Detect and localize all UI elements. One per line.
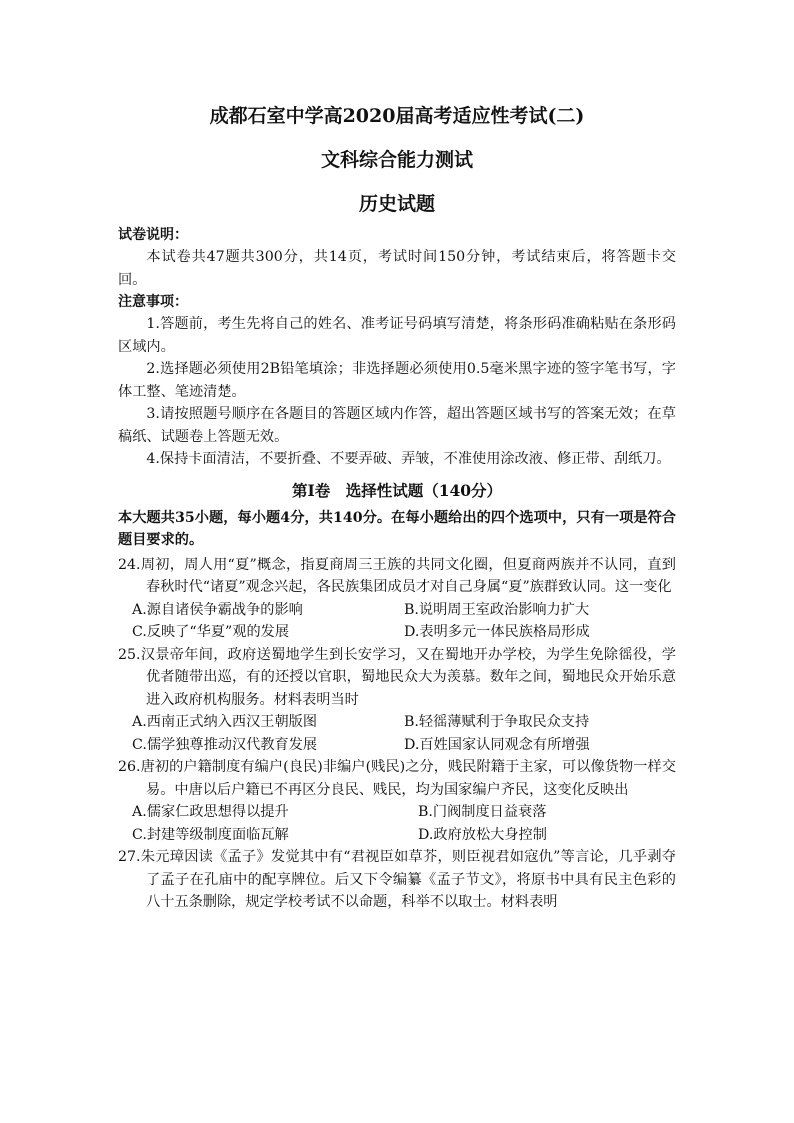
note-item-1: 1.答题前，考生先将自己的姓名、准考证号码填写清楚，将条形码准确粘贴在条形码区域内。 (118, 316, 676, 355)
option-b: B.门阀制度日益衰落 (418, 804, 547, 820)
notes-label: 注意事项： (118, 294, 188, 310)
option-a: A.源自诸侯争霸战争的影响 (132, 601, 303, 618)
note-item-4: 4.保持卡面清洁，不要折叠、不要弄破、弄皱，不准使用涂改液、修正带、刮纸刀。 (146, 451, 671, 467)
note-item-3: 3.请按照题号顺序在各题目的答题区域内作答，超出答题区域书写的答案无效；在草稿纸、试题卷上答题无效。 (118, 406, 676, 445)
subject-title: 历史试题 (358, 193, 435, 215)
option-a: A.西南正式纳入西汉王朝版图 (132, 714, 318, 730)
option-c: C.反映了“华夏”观的发展 (132, 624, 290, 640)
question-stem: 25.汉景帝年间，政府送蜀地学生到长安学习，又在蜀地开办学校，为学生免除徭役，学优者随带出巡，有的还授以官职，蜀地民众大为羡慕。数年之间，蜀地民众开始乐意进入政府机构服务。材料表明当时 (118, 646, 676, 708)
question-24 (118, 554, 676, 644)
exam-page (118, 104, 676, 914)
option-d: D.政府放松大身控制 (418, 826, 547, 843)
question-stem: 24.周初，周人用“夏”概念，指夏商周三王族的共同文化圈，但夏商两族并不认同，直到春秋时代“诸夏”观念兴起，各民族集团成员才对自己身属“夏”族群致认同。这一变化 (118, 556, 676, 595)
section-title: 第Ⅰ卷 选择性试题（140分） (291, 480, 503, 500)
instructions-label: 试卷说明： (118, 227, 188, 243)
question-25 (118, 644, 676, 757)
question-27 (118, 846, 676, 914)
section-instruction: 本大题共35小题，每小题4分，共140分。在每小题给出的四个选项中，只有一项是符合题目要求的。 (118, 509, 676, 548)
question-stem: 26.唐初的户籍制度有编户(良民)非编户(贱民)之分，贱民附籍于主家，可以像货物一样交易。中唐以后户籍已不再区分良民、贱民，均为国家编户齐民，这变化反映出 (118, 759, 676, 798)
option-b: B.轻徭薄赋利于争取民众支持 (404, 714, 590, 730)
instructions-text: 本试卷共47题共300分，共14页，考试时间150分钟，考试结束后，将答题卡交回。 (118, 249, 676, 288)
question-26 (118, 756, 676, 846)
option-d: D.表明多元一体民族格局形成 (404, 624, 590, 640)
option-c: C.儒学独尊推动汉代教育发展 (132, 736, 318, 753)
note-item-2: 2.选择题必须使用2B铅笔填涂；非选择题必须使用0.5毫米黑字迹的签字笔书写，字体工整、笔迹清楚。 (118, 361, 676, 400)
exam-subtitle: 文科综合能力测试 (320, 149, 473, 171)
option-c: C.封建等级制度面临瓦解 (132, 826, 289, 843)
exam-title: 成都石室中学高2020届高考适应性考试(二) (209, 105, 585, 127)
option-b: B.说明周王室政治影响力扩大 (404, 601, 590, 618)
option-d: D.百姓国家认同观念有所增强 (404, 736, 590, 753)
option-a: A.儒家仁政思想得以提升 (132, 804, 289, 820)
question-stem: 27.朱元璋因读《孟子》发觉其中有“君视臣如草芥，则臣视君如寇仇”等言论，几乎剥夺了孟子在孔庙中的配享牌位。后又下令编纂《孟子节文》，将原书中具有民主色彩的八十五条删除，规定学校考试不以命题，科举不以取士。材料表明 (118, 849, 676, 910)
